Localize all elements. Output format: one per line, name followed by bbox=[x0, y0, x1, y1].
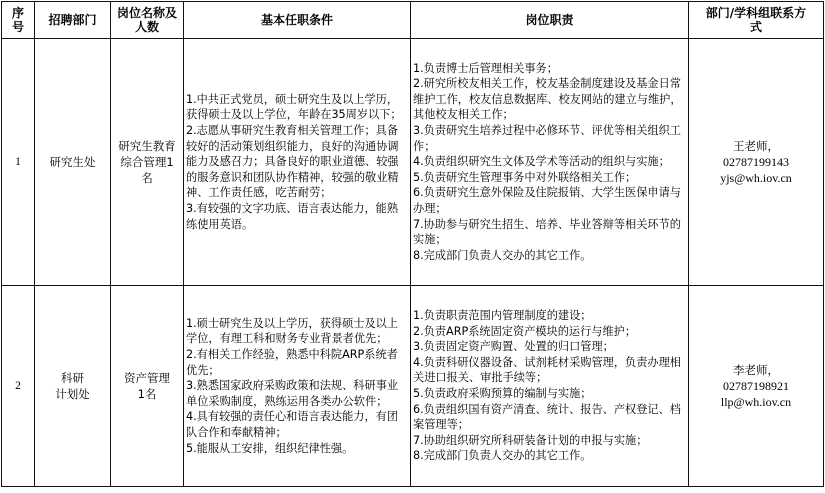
requirement-item: 4.具有较强的责任心和语言表达能力，有团队合作和奉献精神； bbox=[186, 410, 399, 439]
duty-item: 2.研究所校友相关工作，校友基金制度建设及基金日常维护工作，校友信息数据库、校友网站的建立与维护，其他校友相关工作； bbox=[413, 77, 682, 122]
requirement-item: 3.熟悉国家政府采购政策和法规、科研事业单位采购制度，熟练运用各类办公软件； bbox=[186, 379, 399, 408]
contact-email[interactable]: llp@wh.iov.cn bbox=[720, 395, 792, 409]
dept-line: 计划处 bbox=[55, 387, 90, 401]
row-dept: 研究生处 bbox=[35, 39, 111, 286]
header-row bbox=[2, 2, 824, 39]
duty-item: 4.负责组织研究生文体及学术等活动的组织与实施； bbox=[413, 155, 670, 169]
dept-line: 科研 bbox=[61, 371, 84, 385]
duty-item: 3.负责固定资产购置、处置的归口管理； bbox=[413, 340, 614, 354]
table-row bbox=[2, 286, 824, 487]
requirement-item: 1.中共正式党员，硕士研究生及以上学历，获得硕士及以上学位，年龄在35周岁以下； bbox=[186, 92, 402, 122]
header-contact: 部门/学科组联系方式 bbox=[689, 2, 824, 39]
duty-item: 1.负责职责范围内管理制度的建设； bbox=[413, 309, 592, 323]
row-seq: 2 bbox=[2, 286, 35, 487]
duty-item: 2.负责ARP系统固定资产模块的运行与维护； bbox=[413, 324, 637, 338]
header-seq: 序号 bbox=[2, 2, 35, 39]
header-requirements: 基本任职条件 bbox=[184, 2, 411, 39]
contact-phone: 02787198921 bbox=[723, 379, 789, 393]
header-position: 岗位名称及人数 bbox=[111, 2, 184, 39]
row-dept bbox=[35, 286, 111, 487]
header-duties: 岗位职责 bbox=[411, 2, 689, 39]
contact-name: 王老师， bbox=[733, 139, 779, 153]
row-position: 研究生教育综合管理1名 bbox=[111, 39, 184, 286]
row-requirements bbox=[184, 39, 411, 286]
requirement-item: 3.有较强的文字功底、语言表达能力，能熟练使用英语。 bbox=[186, 201, 399, 231]
contact-name: 李老师， bbox=[733, 363, 779, 377]
duty-item: 3.负责研究生培养过程中必修环节、评优等相关组织工作； bbox=[413, 124, 681, 153]
requirement-item: 5.能服从工安排，组织纪律性强。 bbox=[186, 441, 354, 455]
duty-item: 5.负责政府采购预算的编制与实施； bbox=[413, 387, 592, 400]
header-dept: 招聘部门 bbox=[35, 2, 111, 39]
row-seq: 1 bbox=[2, 39, 35, 286]
recruitment-table bbox=[1, 1, 824, 487]
row-duties bbox=[411, 39, 689, 286]
duty-item: 5.负责研究生管理事务中对外联络相关工作； bbox=[413, 170, 637, 184]
row-duties bbox=[411, 286, 689, 487]
contact-email[interactable]: yjs@wh.iov.cn bbox=[720, 171, 792, 185]
requirement-item: 2.有相关工作经验，熟悉中科院ARP系统者优先； bbox=[186, 348, 398, 377]
duty-item: 6.负责组织国有资产清查、统计、报告、产权登记、档案管理等； bbox=[413, 402, 681, 432]
row-position bbox=[111, 286, 184, 487]
duty-item: 7.协助参与研究生招生、培养、毕业答辩等相关环节的实施； bbox=[413, 217, 681, 247]
row-contact bbox=[689, 286, 824, 487]
duty-item: 6.负责研究生意外保险及住院报销、大学生医保申请与办理； bbox=[413, 186, 681, 215]
duty-item: 4.负责科研仪器设备、试剂耗材采购管理，负责办理相关进口报关、审批手续等； bbox=[413, 355, 681, 385]
row-requirements bbox=[184, 286, 411, 487]
row-contact bbox=[689, 39, 824, 286]
contact-phone: 02787199143 bbox=[723, 155, 789, 169]
table-row bbox=[2, 39, 824, 286]
position-line: 1名 bbox=[137, 387, 157, 401]
position-line: 资产管理 bbox=[124, 371, 170, 385]
duty-item: 1.负责博士后管理相关事务； bbox=[413, 61, 558, 75]
duty-item: 7.协助组织研究所科研装备计划的申报与实施； bbox=[413, 433, 648, 447]
requirement-item: 2.志愿从事研究生教育相关管理工作；具备较好的活动策划组织能力，良好的沟通协调能力及感召力；具备良好的职业道德、较强的服务意识和团队协作精神，较强的敬业精神、工作责任感，吃苦耐劳； bbox=[186, 124, 399, 200]
requirement-item: 1.硕士研究生及以上学历，获得硕士及以上学位，有理工科和财务专业背景者优先； bbox=[186, 316, 399, 346]
duty-item: 8.完成部门负责人交办的其它工作。 bbox=[413, 248, 592, 262]
duty-item: 8.完成部门负责人交办的其它工作。 bbox=[413, 449, 592, 463]
